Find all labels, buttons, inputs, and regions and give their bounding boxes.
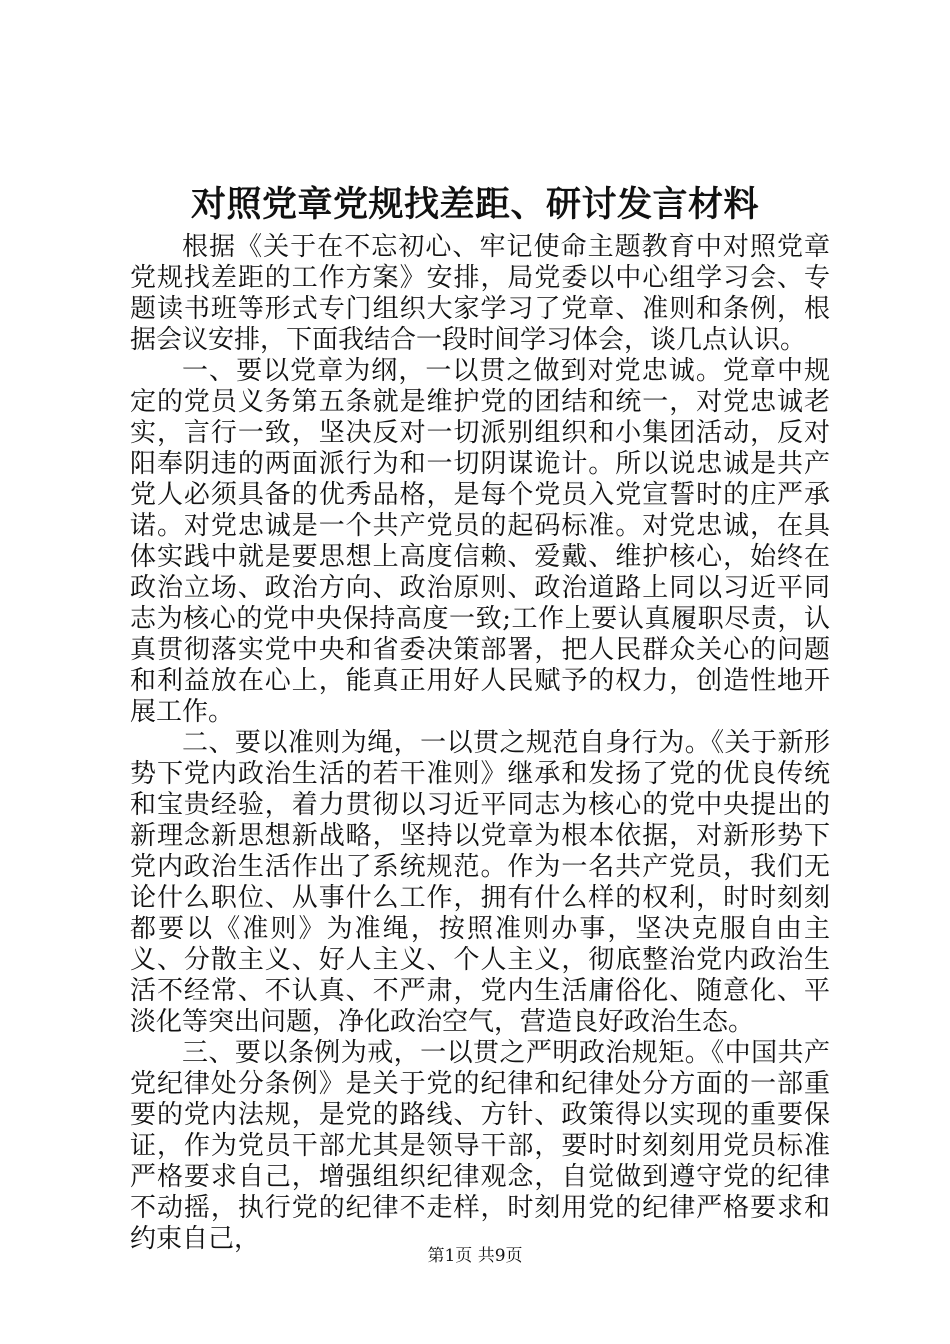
- document-body: [130, 232, 830, 1255]
- paragraph-section-two: 二、要以准则为绳，一以贯之规范自身行为。《关于新形势下党内政治生活的若干准则》继承和发扬了党的优良传统和宝贵经验，着力贯彻以习近平同志为核心的党中央提出的新理念新思想新战略，坚持以党章为根本依据，对新形势下党内政治生活作出了系统规范。作为一名共产党员，我们无论什么职位、从事什么工作，拥有什么样的权利，时时刻刻都要以《准则》为准绳，按照准则办事，坚决克服自由主义、分散主义、好人主义、个人主义，彻底整治党内政治生活不经常、不认真、不严肃，党内生活庸俗化、随意化、平淡化等突出问题，净化政治空气，营造良好政治生态。: [130, 728, 830, 1037]
- document-title: 对照党章党规找差距、研讨发言材料: [190, 184, 759, 225]
- page-number-footer: 第1页 共9页: [427, 1246, 523, 1266]
- paragraph-section-three: 三、要以条例为戒，一以贯之严明政治规矩。《中国共产党纪律处分条例》是关于党的纪律和纪律处分方面的一部重要的党内法规，是党的路线、方针、政策得以实现的重要保证，作为党员干部尤其是领导干部，要时时刻刻用党员标准严格要求自己，增强组织纪律观念，自觉做到遵守党的纪律不动摇，执行党的纪律不走样，时刻用党的纪律严格要求和约束自己，: [130, 1038, 830, 1254]
- paragraph-section-one: 一、要以党章为纲，一以贯之做到对党忠诚。党章中规定的党员义务第五条就是维护党的团结和统一，对党忠诚老实，言行一致，坚决反对一切派别组织和小集团活动，反对阳奉阴违的两面派行为和一切阴谋诡计。所以说忠诚是共产党人必须具备的优秀品格，是每个党员入党宣誓时的庄严承诺。对党忠诚是一个共产党员的起码标准。对党忠诚，在具体实践中就是要思想上高度信赖、爱戴、维护核心，始终在政治立场、政治方向、政治原则、政治道路上同以习近平同志为核心的党中央保持高度一致;工作上要认真履职尽责，认真贯彻落实党中央和省委决策部署，把人民群众关心的问题和利益放在心上，能真正用好人民赋予的权力，创造性地开展工作。: [130, 356, 830, 727]
- paragraph-intro: 根据《关于在不忘初心、牢记使命主题教育中对照党章党规找差距的工作方案》安排，局党委以中心组学习会、专题读书班等形式专门组织大家学习了党章、准则和条例，根据会议安排，下面我结合一段时间学习体会，谈几点认识。: [130, 232, 830, 355]
